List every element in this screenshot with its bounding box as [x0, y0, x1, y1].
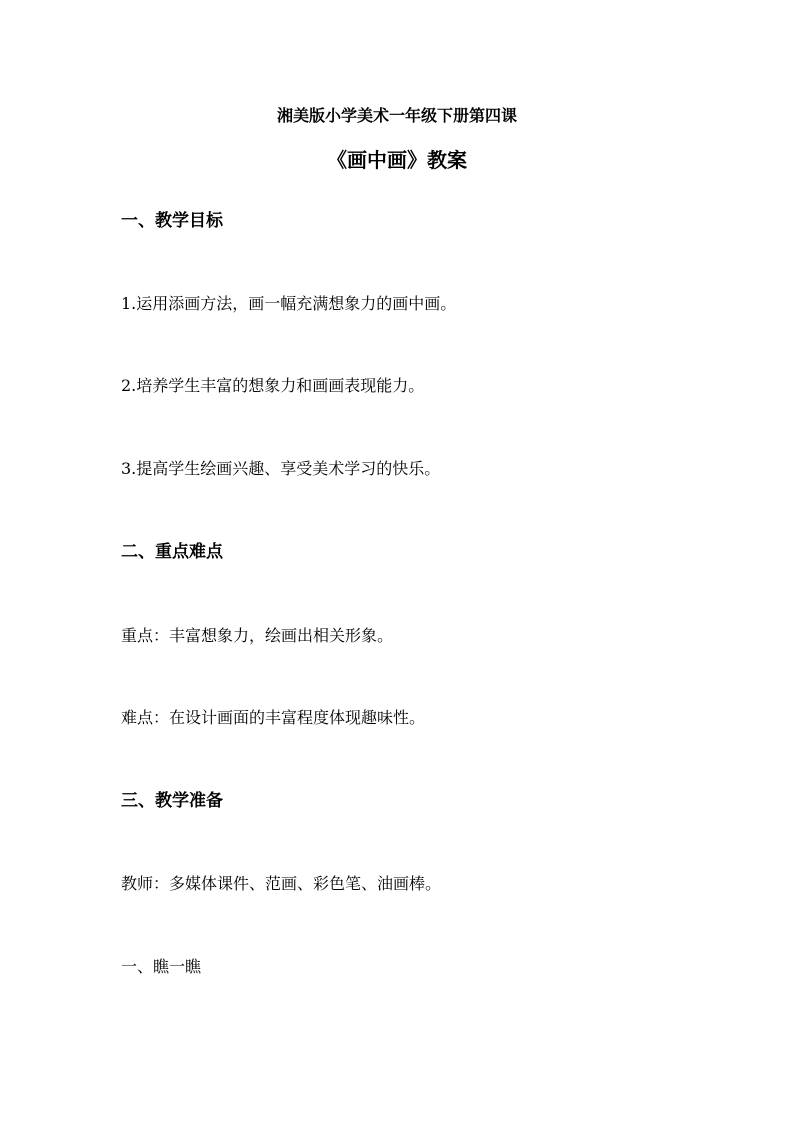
step-heading-look: 一、瞧一瞧 — [121, 957, 202, 976]
section-heading-objectives: 一、教学目标 — [121, 211, 223, 231]
document-title: 《画中画》教案 — [327, 148, 467, 172]
objective-item-3: 3.提高学生绘画兴趣、享受美术学习的快乐。 — [121, 459, 441, 478]
teacher-preparation-text: 教师：多媒体课件、范画、彩色笔、油画棒。 — [121, 874, 442, 893]
objective-item-1: 1.运用添画方法，画一幅充满想象力的画中画。 — [121, 294, 457, 313]
document-subtitle: 湘美版小学美术一年级下册第四课 — [276, 106, 517, 125]
section-heading-preparation: 三、教学准备 — [121, 791, 223, 811]
objective-item-2: 2.培养学生丰富的想象力和画画表现能力。 — [121, 376, 425, 395]
section-heading-key-difficult: 二、重点难点 — [121, 542, 223, 562]
key-point-text: 重点：丰富想象力，绘画出相关形象。 — [121, 626, 394, 645]
difficult-point-text: 难点：在设计画面的丰富程度体现趣味性。 — [121, 708, 426, 727]
